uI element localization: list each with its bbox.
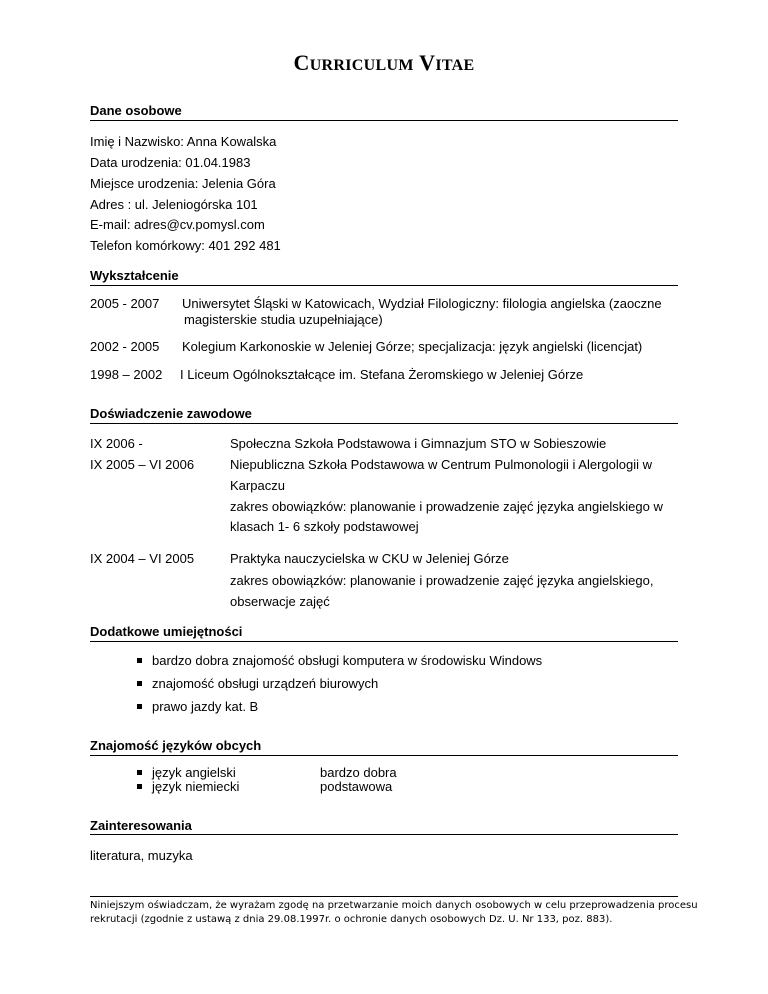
education-entry: Kolegium Karkonoskie w Jeleniej Górze; specjalizacja: język angielski (licencjat) [182, 339, 643, 354]
personal-line: Adres : ul. Jeleniogórska 101 [90, 197, 258, 212]
language-level: podstawowa [320, 779, 393, 794]
interests-text: literatura, muzyka [90, 848, 193, 863]
personal-line: Telefon komórkowy: 401 292 481 [90, 238, 281, 253]
experience-period: IX 2005 – VI 2006 [90, 457, 195, 472]
education-years: 2005 - 2007 [90, 296, 160, 311]
language-level: bardzo dobra [320, 765, 397, 780]
divider [90, 755, 678, 756]
personal-line: Miejsce urodzenia: Jelenia Góra [90, 176, 276, 191]
section-heading-languages: Znajomość języków obcych [90, 738, 262, 753]
education-years: 2002 - 2005 [90, 339, 160, 354]
experience-period: IX 2004 – VI 2005 [90, 551, 195, 566]
personal-line: Data urodzenia: 01.04.1983 [90, 155, 251, 170]
experience-line: Praktyka nauczycielska w CKU w Jeleniej Górze [230, 551, 509, 566]
bullet-icon [137, 658, 142, 663]
consent-clause-line: rekrutacji (zgodnie z ustawą z dnia 29.08.1997r. o ochronie danych osobowych Dz. U. Nr 133, poz. 883). [90, 914, 613, 925]
bullet-icon [137, 770, 142, 775]
bullet-icon [137, 681, 142, 686]
experience-period: IX 2006 - [90, 436, 143, 451]
experience-line: Karpaczu [230, 478, 285, 493]
divider [90, 285, 678, 286]
language-item: język angielski [137, 765, 236, 780]
section-heading-personal: Dane osobowe [90, 103, 182, 118]
bullet-icon [137, 704, 142, 709]
divider [90, 120, 678, 121]
personal-line: Imię i Nazwisko: Anna Kowalska [90, 134, 277, 149]
personal-line: E-mail: adres@cv.pomysl.com [90, 217, 265, 232]
experience-line: Niepubliczna Szkoła Podstawowa w Centrum Pulmonologii i Alergologii w [230, 457, 652, 472]
experience-line: zakres obowiązków: planowanie i prowadzenie zajęć języka angielskiego, [230, 573, 654, 588]
document-title: CURRICULUM VITAE [293, 50, 475, 75]
experience-line: Społeczna Szkoła Podstawowa i Gimnazjum STO w Sobieszowie [230, 436, 607, 451]
experience-line: obserwacje zajęć [230, 594, 330, 609]
list-item: bardzo dobra znajomość obsługi komputera w środowisku Windows [137, 653, 542, 668]
section-heading-education: Wykształcenie [90, 268, 179, 283]
divider [90, 641, 678, 642]
experience-line: klasach 1- 6 szkoły podstawowej [230, 519, 419, 534]
divider [90, 834, 678, 835]
section-heading-skills: Dodatkowe umiejętności [90, 624, 243, 639]
bullet-icon [137, 784, 142, 789]
section-heading-interests: Zainteresowania [90, 818, 192, 833]
list-item: prawo jazdy kat. B [137, 699, 258, 714]
divider [90, 423, 678, 424]
education-entry: Uniwersytet Śląski w Katowicach, Wydział Filologiczny: filologia angielska (zaoczne [182, 296, 662, 311]
consent-clause-line: Niniejszym oświadczam, że wyrażam zgodę na przetwarzanie moich danych osobowych w celu przeprowadzenia procesu [90, 900, 698, 911]
education-entry: magisterskie studia uzupełniające) [184, 312, 383, 327]
list-item: znajomość obsługi urządzeń biurowych [137, 676, 378, 691]
education-entry: I Liceum Ogólnokształcące im. Stefana Żeromskiego w Jeleniej Górze [180, 367, 584, 382]
section-heading-experience: Doświadczenie zawodowe [90, 406, 252, 421]
divider [90, 896, 678, 897]
experience-line: zakres obowiązków: planowanie i prowadzenie zajęć języka angielskiego w [230, 499, 663, 514]
language-item: język niemiecki [137, 779, 239, 794]
education-years: 1998 – 2002 [90, 367, 163, 382]
